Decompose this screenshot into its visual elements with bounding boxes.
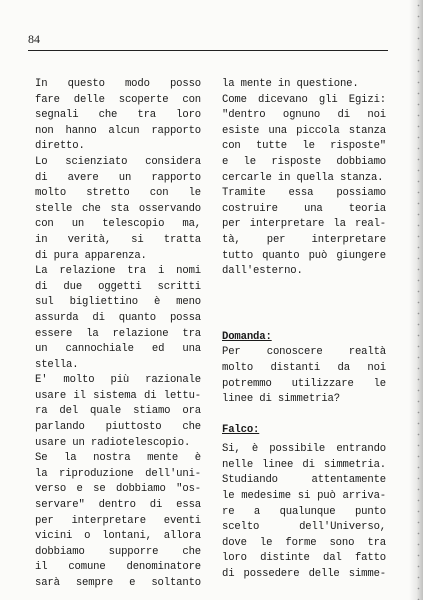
text-line: le medesime si può arriva-	[222, 490, 386, 503]
text-line: Lo scienziato considera	[35, 155, 201, 168]
page-edge-specks	[417, 0, 420, 600]
text-line: verso e se dobbiamo "os-	[35, 483, 201, 496]
text-line: usare il sistema di lettu-	[35, 389, 201, 402]
text-line: "dentro ognuno di noi	[222, 109, 386, 122]
text-line: stella.	[35, 358, 79, 371]
right-intro-paragraph	[222, 77, 386, 280]
text-line: con un telescopio ma,	[35, 218, 201, 231]
question-heading: Domanda:	[222, 330, 272, 343]
answer-heading: Falco:	[222, 423, 260, 436]
text-line: linee di simmetria?	[222, 393, 340, 406]
text-line: non hanno alcun rapporto	[35, 124, 201, 137]
text-line: di pura apparenza.	[35, 249, 147, 262]
text-line: Si, è possibile entrando	[222, 443, 386, 456]
text-line: loro distinte dal fatto	[222, 552, 386, 565]
text-line: il comune denominatore	[35, 561, 201, 574]
answer-paragraph	[222, 442, 386, 582]
text-line: segnali che tra loro	[35, 109, 201, 122]
text-line: dove le forme sono tra	[222, 536, 386, 549]
text-line: di due oggetti scritti	[35, 280, 201, 293]
text-line: dobbiamo supporre che	[35, 545, 201, 558]
text-line: per interpretare la real-	[222, 218, 386, 231]
text-line: servare" dentro di essa	[35, 499, 201, 512]
text-line: ra del quale stiamo ora	[35, 405, 201, 418]
text-line: stelle che sta osservando	[35, 202, 201, 215]
text-line: potremmo utilizzare le	[222, 377, 386, 390]
header-rule	[28, 50, 388, 51]
text-line: nelle linee di simmetria.	[222, 458, 386, 471]
text-line: e le risposte dobbiamo	[222, 155, 386, 168]
text-line: scelto dell'Universo,	[222, 521, 386, 534]
text-line: Tramite essa possiamo	[222, 187, 386, 200]
text-line: dall'esterno.	[222, 265, 303, 278]
text-line: tà, per interpretare	[222, 233, 386, 246]
text-line: tutto quanto può giungere	[222, 249, 386, 262]
text-line: Studiando attentamente	[222, 474, 386, 487]
text-line: assurda di quanto possa	[35, 311, 201, 324]
text-line: molto distanti da noi	[222, 361, 386, 374]
text-line: In questo modo posso	[35, 78, 201, 90]
text-line: la riproduzione dell'uni-	[35, 467, 201, 480]
text-line: Se la nostra mente è	[35, 452, 201, 465]
text-line: la mente in questione.	[222, 78, 359, 90]
text-line: costruire una teoria	[222, 202, 386, 215]
text-line: con tutte le risposte"	[222, 140, 386, 153]
text-line: vicini o lontani, allora	[35, 530, 201, 543]
page-edge-shadow	[409, 0, 423, 600]
section-gap	[222, 280, 386, 330]
text-line: usare un radiotelescopio.	[35, 436, 191, 449]
text-line: molto stretto con le	[35, 187, 201, 200]
text-line: La relazione tra i nomi	[35, 265, 201, 278]
text-line: Come dicevano gli Egizi:	[222, 93, 386, 106]
page-number: 84	[28, 32, 40, 46]
text-line: Per conoscere realtà	[222, 346, 386, 359]
section-gap	[222, 408, 386, 423]
text-line: sarà sempre e soltanto	[35, 577, 201, 589]
text-line: sul bigliettino è meno	[35, 296, 201, 309]
text-line: fare delle scoperte con	[35, 93, 201, 106]
text-line: esiste una piccola stanza	[222, 124, 386, 137]
text-line: essere la relazione tra	[35, 327, 201, 340]
left-column	[35, 77, 201, 592]
text-line: di avere un rapporto	[35, 171, 201, 184]
text-line: diretto.	[35, 140, 85, 153]
text-line: E' molto più razionale	[35, 374, 201, 387]
question-paragraph	[222, 345, 386, 407]
text-line: di possedere delle simme-	[222, 568, 386, 581]
text-line: cercarle in quella stanza.	[222, 171, 384, 184]
text-line: parlando piuttosto che	[35, 421, 201, 434]
text-line: in verità, si tratta	[35, 233, 201, 246]
right-column	[222, 77, 386, 583]
text-line: re a qualunque punto	[222, 505, 386, 518]
text-line: per interpretare eventi	[35, 514, 201, 527]
text-line: un cannochiale ed una	[35, 343, 201, 356]
